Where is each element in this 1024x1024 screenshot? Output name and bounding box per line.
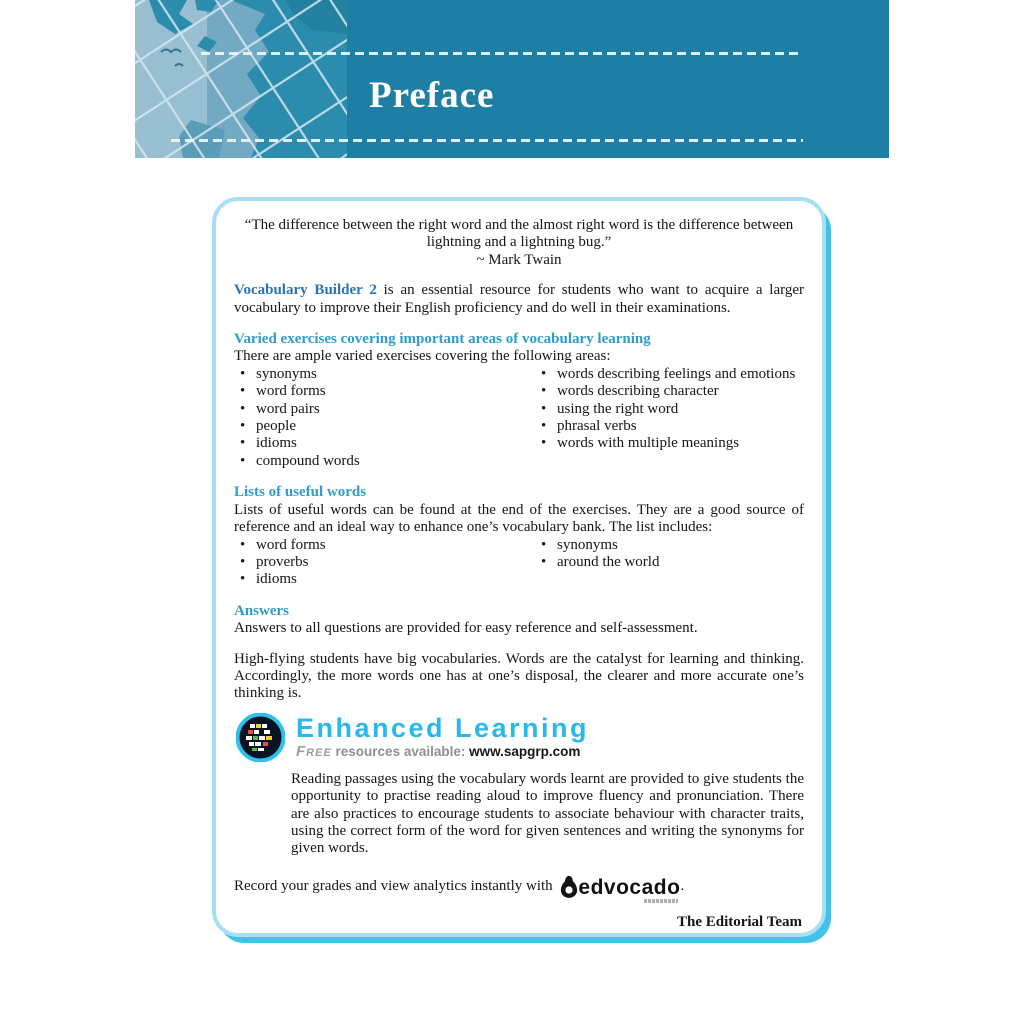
bullet-icon	[240, 554, 256, 571]
qr-code-badge-icon	[236, 713, 285, 762]
intro-paragraph	[234, 282, 804, 317]
varied-lead: There are ample varied exercises covering the following areas:	[234, 348, 611, 365]
bullet-label: synonyms	[256, 365, 317, 382]
reading-passages-paragraph: Reading passages using the vocabulary words learnt are provided to give students the opportunity to practise reading aloud to improve fluency and pronunciation. There are also practices to encourage students to associate behaviour with character traits, using the correct form of the word for given sentences and writing the synonyms for given words.	[291, 770, 804, 857]
bullet-icon	[240, 537, 256, 554]
bullet-item	[234, 453, 535, 470]
edvocado-logo	[560, 875, 680, 899]
section-heading-answers: Answers	[234, 602, 289, 619]
brand-text-block	[296, 714, 589, 760]
bullet-icon	[240, 401, 256, 418]
edvocado-tagline-mark	[644, 899, 678, 903]
section-heading-varied-exercises: Varied exercises covering important areas of vocabulary learning	[234, 331, 651, 348]
bullet-item	[535, 366, 795, 383]
bullet-item	[535, 435, 795, 452]
bullet-item	[234, 571, 535, 588]
bullet-item	[535, 554, 659, 571]
bullet-icon	[240, 383, 256, 400]
bullet-icon	[541, 366, 557, 383]
bullet-item	[535, 418, 795, 435]
bullet-icon	[541, 435, 557, 452]
bullet-label: word forms	[256, 536, 326, 553]
intro-text: is an essential resource for students who want to acquire a larger vocabulary to improve their English proficiency and do well in their examinations.	[234, 282, 804, 316]
bullet-label: around the world	[557, 553, 660, 570]
lists-right-column	[535, 537, 659, 589]
bullet-item	[535, 537, 659, 554]
bullet-icon	[240, 366, 256, 383]
bullet-item	[234, 554, 535, 571]
bullet-label: word pairs	[256, 400, 320, 417]
enhanced-learning-wordmark: Enhanced Learning	[296, 713, 590, 744]
bullet-icon	[541, 537, 557, 554]
globe-graphic	[135, 0, 347, 158]
answers-body: Answers to all questions are provided for easy reference and self-assessment.	[234, 620, 698, 637]
varied-bullet-columns	[234, 366, 804, 470]
bullet-label: proverbs	[256, 553, 309, 570]
lists-body: Lists of useful words can be found at the end of the exercises. They are a good source of reference and an ideal way to enhance one’s vocabulary bank. The list includes:	[234, 501, 804, 536]
lists-bullet-columns	[234, 537, 804, 589]
bullet-item	[234, 435, 535, 452]
bullet-icon	[541, 383, 557, 400]
brand-url: www.sapgrp.com	[469, 744, 581, 760]
header-banner	[135, 0, 889, 158]
bullet-icon	[240, 453, 256, 470]
bullet-label: people	[256, 418, 296, 435]
bullet-label: compound words	[256, 452, 360, 469]
bullet-item	[234, 418, 535, 435]
epigraph-quote	[234, 217, 804, 269]
bullet-label: idioms	[256, 571, 297, 588]
bullet-icon	[541, 401, 557, 418]
bullet-icon	[240, 571, 256, 588]
record-suffix: .	[680, 877, 685, 894]
tagline-text: resources available:	[331, 744, 470, 760]
content-panel	[212, 197, 826, 937]
bullet-item	[234, 537, 535, 554]
bullet-icon	[541, 554, 557, 571]
editorial-team-signoff: The Editorial Team	[676, 914, 802, 931]
bullet-item	[535, 383, 795, 400]
closing-paragraph: High-flying students have big vocabularies. Words are the catalyst for learning and thinking. Accordingly, the more words one has at one’s disposal, the clearer and more accurate one’s thinking is.	[234, 650, 804, 702]
bullet-label: phrasal verbs	[557, 418, 637, 435]
lists-left-column	[234, 537, 535, 589]
quote-attribution: ~ Mark Twain	[476, 251, 562, 268]
section-heading-lists: Lists of useful words	[234, 484, 367, 501]
record-grades-line	[234, 875, 804, 899]
bullet-icon	[240, 435, 256, 452]
bullet-icon	[541, 418, 557, 435]
bullet-label: using the right word	[557, 400, 679, 417]
record-prefix: Record your grades and view analytics instantly with	[234, 877, 553, 894]
enhanced-learning-brand	[236, 713, 804, 762]
edvocado-wordmark: edvocado	[578, 875, 681, 899]
quote-line-1: “The difference between the right word and the almost right word is the difference between	[244, 217, 794, 233]
book-title-highlight: Vocabulary Builder 2	[234, 282, 377, 299]
varied-right-column	[535, 366, 795, 470]
header-dashed-divider-top	[201, 52, 803, 55]
bullet-label: words with multiple meanings	[557, 435, 740, 452]
bullet-label: words describing character	[557, 383, 719, 400]
bullet-item	[234, 401, 535, 418]
bullet-label: idioms	[256, 435, 297, 452]
bullet-label: words describing feelings and emotions	[557, 365, 796, 382]
bullet-item	[535, 401, 795, 418]
quote-line-2: lightning and a lightning bug.”	[426, 234, 612, 251]
header-dashed-divider-bottom	[171, 139, 803, 142]
bullet-item	[234, 366, 535, 383]
bullet-item	[234, 383, 535, 400]
page-title: Preface	[369, 75, 495, 116]
bullet-label: synonyms	[557, 536, 618, 553]
avocado-icon	[560, 875, 578, 898]
bullet-label: word forms	[256, 383, 326, 400]
varied-left-column	[234, 366, 535, 470]
brand-tagline	[296, 743, 589, 760]
free-label: Free	[296, 743, 332, 761]
bullet-icon	[240, 418, 256, 435]
